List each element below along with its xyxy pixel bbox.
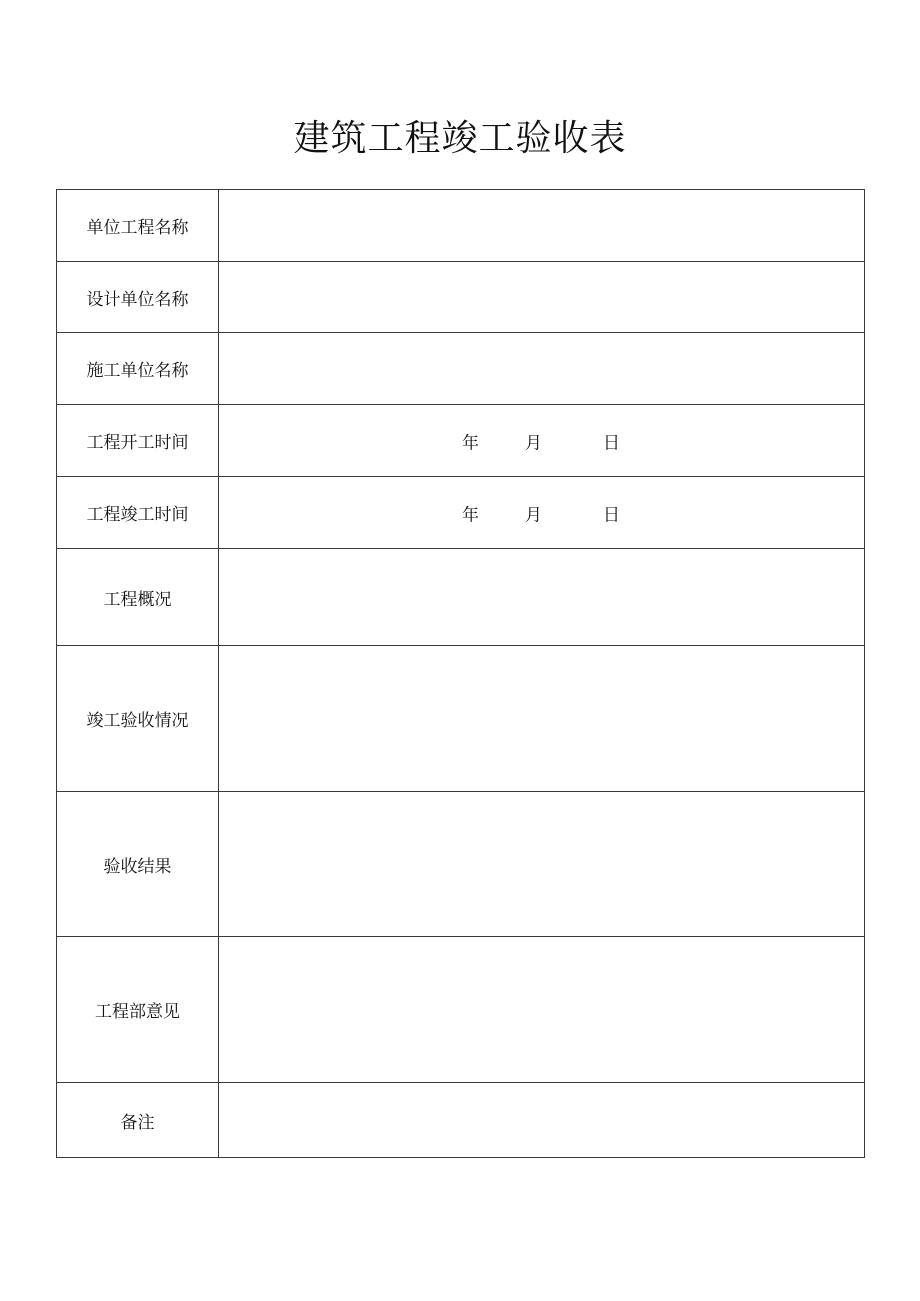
- acceptance-form-table: [56, 189, 865, 1158]
- table-row: [57, 937, 865, 1083]
- row-label-project-overview: 工程概况: [57, 549, 219, 646]
- completion-date-field[interactable]: [219, 477, 865, 549]
- start-date-field[interactable]: [219, 405, 865, 477]
- row-label-unit-project-name: 单位工程名称: [57, 190, 219, 262]
- table-row: [57, 262, 865, 333]
- construction-unit-name-field[interactable]: [219, 333, 865, 405]
- completion-date-year-label: 年: [462, 505, 479, 525]
- acceptance-status-field[interactable]: [219, 646, 865, 792]
- start-date-year-label: 年: [462, 433, 479, 453]
- acceptance-result-field[interactable]: [219, 792, 865, 937]
- engineering-dept-opinion-field[interactable]: [219, 937, 865, 1083]
- row-label-design-unit-name: 设计单位名称: [57, 262, 219, 333]
- row-label-construction-unit-name: 施工单位名称: [57, 333, 219, 405]
- completion-date-month-label: 月: [525, 505, 542, 525]
- completion-date-day-label: 日: [603, 505, 620, 525]
- row-label-completion-date: 工程竣工时间: [57, 477, 219, 549]
- table-row: [57, 646, 865, 792]
- start-date-group: [219, 405, 864, 476]
- row-label-start-date: 工程开工时间: [57, 405, 219, 477]
- project-overview-field[interactable]: [219, 549, 865, 646]
- page-title: 建筑工程竣工验收表: [293, 118, 627, 159]
- remarks-field[interactable]: [219, 1083, 865, 1158]
- design-unit-name-field[interactable]: [219, 262, 865, 333]
- start-date-month-label: 月: [525, 433, 542, 453]
- completion-date-group: [219, 477, 864, 548]
- table-row: [57, 477, 865, 549]
- table-row: [57, 333, 865, 405]
- start-date-day-label: 日: [603, 433, 620, 453]
- row-label-engineering-dept-opinion: 工程部意见: [57, 937, 219, 1083]
- row-label-acceptance-result: 验收结果: [57, 792, 219, 937]
- table-row: [57, 549, 865, 646]
- table-row: [57, 190, 865, 262]
- table-row: [57, 792, 865, 937]
- unit-project-name-field[interactable]: [219, 190, 865, 262]
- table-row: [57, 405, 865, 477]
- row-label-acceptance-status: 竣工验收情况: [57, 646, 219, 792]
- row-label-remarks: 备注: [57, 1083, 219, 1158]
- table-row: [57, 1083, 865, 1158]
